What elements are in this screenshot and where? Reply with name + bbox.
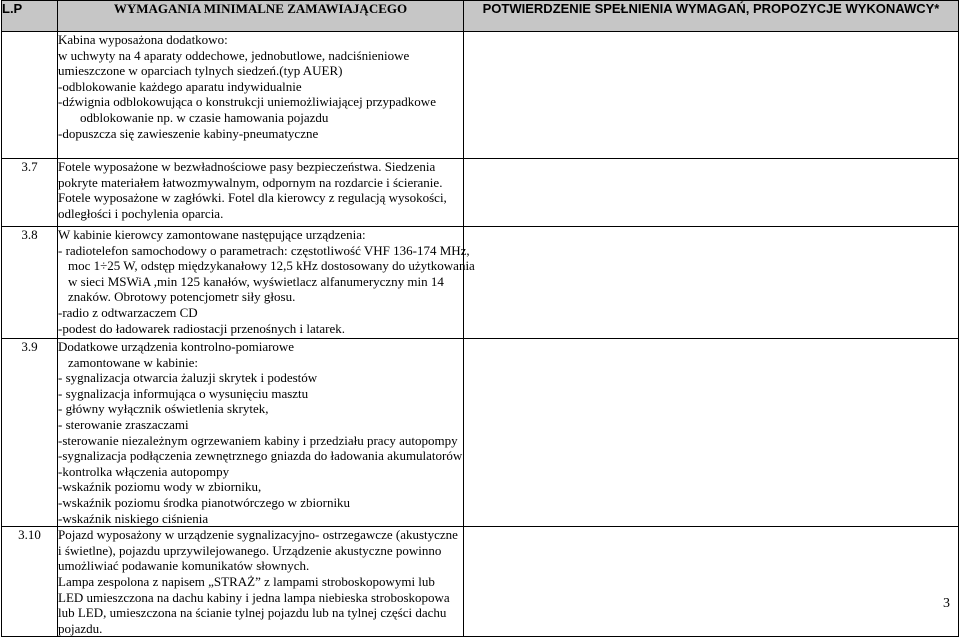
requirement-line: w sieci MSWiA ,min 125 kanałów, wyświetlacz alfanumeryczny min 14 (68, 273, 444, 289)
row-confirmation-cell[interactable] (464, 32, 959, 159)
table-row (2, 339, 959, 527)
requirement-line: -wskaźnik poziomu wody w zbiorniku, (58, 479, 262, 495)
page-number: 3 (943, 596, 950, 611)
requirement-line: -radio z odtwarzaczem CD (58, 304, 198, 320)
requirement-line: - radiotelefon samochodowy o parametrach: częstotliwość VHF 136-174 MHz, (58, 242, 470, 258)
requirement-paragraph: Pojazd wyposażony w urządzenie sygnalizacyjno- ostrzegawcze (akustyczne i świetlne), pojazdu uprzywilejowanego. Urządzenie akustyczne powinno umożliwiać podawanie komunikatów słownych. (58, 527, 458, 574)
row-lp: 3.10 (2, 527, 58, 637)
requirement-line: - sygnalizacja informująca o wysunięciu masztu (58, 385, 309, 401)
requirement-line: -podest do ładowarek radiostacji przenośnych i latarek. (58, 320, 345, 336)
row-lp: 3.9 (2, 339, 58, 527)
requirement-line: umieszczone w oparciach tylnych siedzeń.(typ AUER) (58, 63, 343, 79)
requirement-line: -dopuszcza się zawieszenie kabiny-pneumatyczne (58, 125, 319, 141)
requirement-line: W kabinie kierowcy zamontowane następujące urządzenia: (58, 227, 366, 242)
requirement-line: -sygnalizacja podłączenia zewnętrznego gniazda do ładowania akumulatorów (58, 448, 463, 464)
requirement-line: -kontrolka włączenia autopompy (58, 463, 230, 479)
requirement-line: -sterowanie niezależnym ogrzewaniem kabiny i przedziału pracy autopompy (58, 432, 458, 448)
requirement-line: zamontowane w kabinie: (68, 354, 198, 370)
row-lp (2, 32, 58, 159)
row-requirement (58, 159, 464, 227)
row-lp: 3.8 (2, 227, 58, 339)
row-requirement (58, 32, 464, 159)
header-requirements: WYMAGANIA MINIMALNE ZAMAWIAJĄCEGO (58, 1, 464, 32)
table-row (2, 527, 959, 637)
row-requirement (58, 339, 464, 527)
requirement-line: Dodatkowe urządzenia kontrolno-pomiarowe (58, 339, 295, 354)
requirement-line: - sterowanie zraszaczami (58, 416, 189, 432)
row-confirmation-cell[interactable] (464, 159, 959, 227)
requirement-line: -dźwignia odblokowująca o konstrukcji uniemożliwiającej przypadkowe (58, 94, 436, 110)
table-row (2, 32, 959, 159)
requirement-line: -wskaźnik poziomu środka pianotwórczego w zbiorniku (58, 494, 351, 510)
row-confirmation-cell[interactable] (464, 527, 959, 637)
row-confirmation-cell[interactable] (464, 339, 959, 527)
header-lp: L.P (2, 1, 58, 32)
requirement-line: -wskaźnik niskiego ciśnienia (58, 510, 209, 526)
row-confirmation-cell[interactable] (464, 227, 959, 339)
requirement-line: -odblokowanie każdego aparatu indywidualnie (58, 78, 302, 94)
requirement-line: w uchwyty na 4 aparaty oddechowe, jednobutlowe, nadciśnieniowe (58, 47, 410, 63)
requirements-table (1, 0, 959, 637)
row-lp: 3.7 (2, 159, 58, 227)
requirement-paragraph: Fotele wyposażone w bezwładnościowe pasy bezpieczeństwa. Siedzenia pokryte materiałem łatwozmywalnym, odpornym na rozdarcie i ścieranie. Fotele wyposażone w zagłówki. Fotel dla kierowcy z regulacją wysokości, odległości i pochylenia oparcia. (58, 159, 447, 221)
requirement-line: - główny wyłącznik oświetlenia skrytek, (58, 401, 269, 417)
row-requirement (58, 527, 464, 637)
requirement-line: - sygnalizacja otwarcia żaluzji skrytek i podestów (58, 370, 318, 386)
requirement-line: odblokowanie np. w czasie hamowania pojazdu (80, 109, 329, 125)
header-confirmation: POTWIERDZENIE SPEŁNIENIA WYMAGAŃ, PROPOZYCJE WYKONAWCY* (464, 1, 959, 32)
requirement-paragraph: Lampa zespolona z napisem „STRAŻ” z lampami stroboskopowymi lub LED umieszczona na dachu kabiny i jedna lampa niebieska stroboskopowa lub LED, umieszczona na ścianie tylnej pojazdu lub na tylnej części dachu pojazdu. (58, 573, 450, 636)
table-header-row (2, 1, 959, 32)
requirement-line: moc 1÷25 W, odstęp międzykanałowy 12,5 kHz dostosowany do użytkowania (68, 258, 475, 274)
table-row (2, 159, 959, 227)
row-requirement (58, 227, 475, 339)
table-row (2, 227, 959, 339)
requirement-line: Kabina wyposażona dodatkowo: (58, 32, 228, 47)
requirement-line: znaków. Obrotowy potencjometr siły głosu. (68, 289, 296, 305)
